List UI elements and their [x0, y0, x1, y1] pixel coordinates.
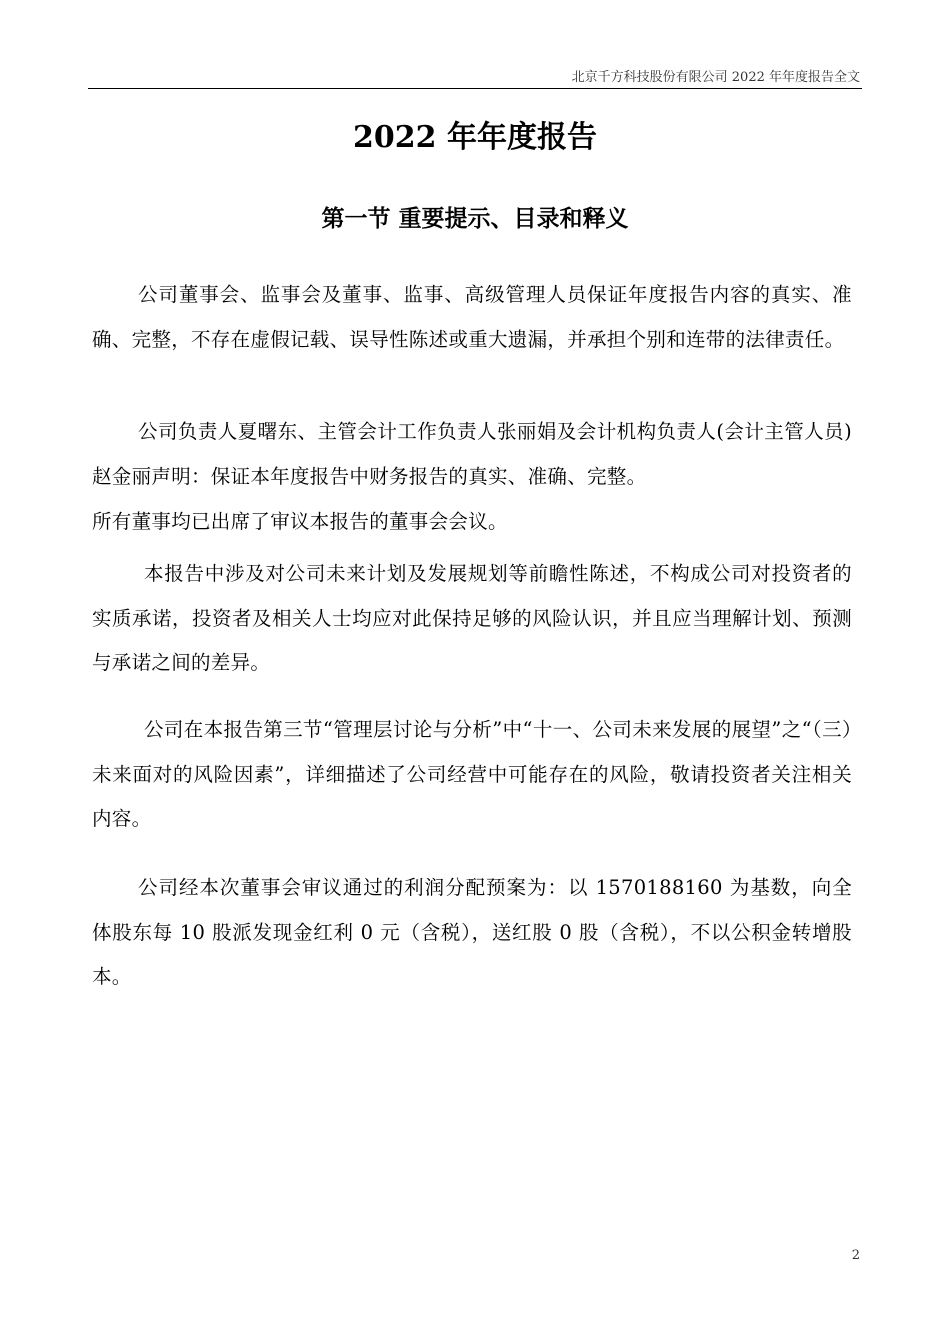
document-title: 2022 年年度报告	[353, 120, 597, 155]
section-title: 第一节 重要提示、目录和释义	[321, 205, 629, 232]
paragraph-declaration: 公司负责人夏曙东、主管会计工作负责人张丽娟及会计机构负责人(会计主管人员)赵金丽声明：保证本年度报告中财务报告的真实、准确、完整。	[92, 420, 852, 488]
paragraph-board-attendance: 所有董事均已出席了审议本报告的董事会会议。	[92, 510, 508, 533]
paragraph-risk-factors: 公司在本报告第三节“管理层讨论与分析”中“十一、公司未来发展的展望”之“（三）未来面对的风险因素”，详细描述了公司经营中可能存在的风险，敬请投资者关注相关内容。	[92, 718, 852, 831]
paragraph-responsibility: 公司董事会、监事会及董事、监事、高级管理人员保证年度报告内容的真实、准确、完整，不存在虚假记载、误导性陈述或重大遗漏，并承担个别和连带的法律责任。	[92, 283, 852, 351]
paragraph-forward-looking: 本报告中涉及对公司未来计划及发展规划等前瞻性陈述，不构成公司对投资者的实质承诺，投资者及相关人士均应对此保持足够的风险认识，并且应当理解计划、预测与承诺之间的差异。	[92, 562, 852, 675]
header-divider	[88, 88, 862, 89]
page-number: 2	[851, 1248, 860, 1263]
paragraph-profit-distribution: 公司经本次董事会审议通过的利润分配预案为：以 1570188160 为基数，向全体股东每 10 股派发现金红利 0 元（含税），送红股 0 股（含税），不以公积金转增股本。	[92, 876, 852, 989]
running-header: 北京千方科技股份有限公司 2022 年年度报告全文	[571, 70, 860, 85]
